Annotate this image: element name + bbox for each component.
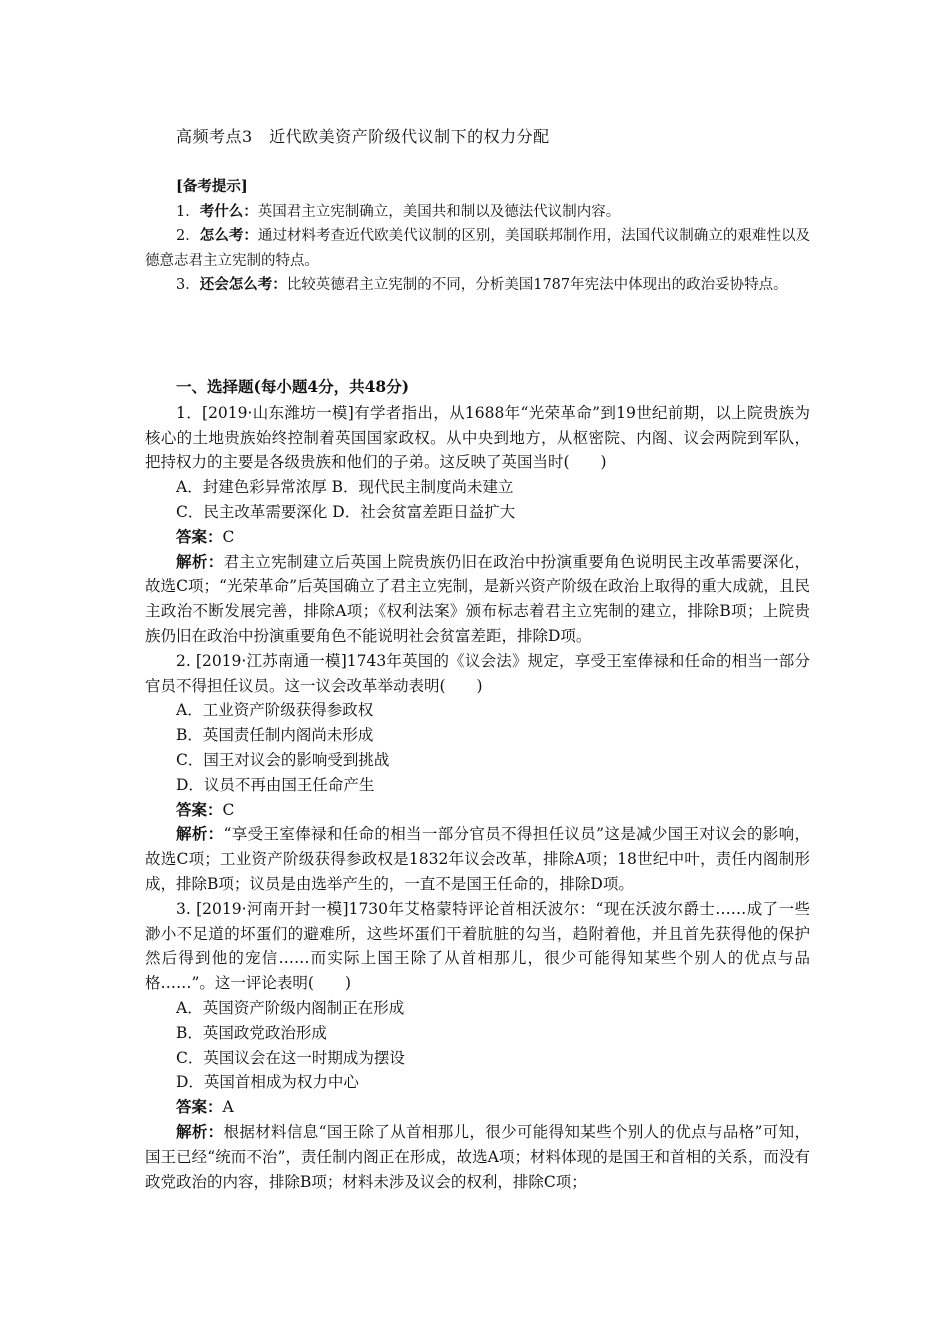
question-option: B．英国责任制内阁尚未形成: [176, 726, 374, 745]
analysis: 解析：君主立宪制建立后英国上院贵族仍旧在政治中扮演重要角色说明民主改革需要深化，故选C项；“光荣革命”后英国确立了君主立宪制，是新兴资产阶级在政治上取得的重大成就，且民主政治不断发展完善，排除A项；《权利法案》颁布标志着君主立宪制的建立，排除B项；上院贵族仍旧在政治中扮演重要角色不能说明社会贫富差距，排除D项。: [145, 551, 810, 645]
answer-value: C: [222, 527, 235, 546]
answer-value: C: [222, 800, 235, 819]
question-option: C．民主改革需要深化 D．社会贫富差距日益扩大: [176, 502, 516, 521]
analysis: 解析：根据材料信息“国王除了从首相那儿，很少可能得知某些个别人的优点与品格”可知，国王已经“统而不治”，责任制内阁正在形成，故选A项；材料体现的是国王和首相的关系，而没有政党政治的内容，排除B项；材料未涉及议会的权利，排除C项；: [145, 1121, 810, 1191]
answer-line: 答案：C: [176, 799, 235, 819]
question-option: A．英国资产阶级内阁制正在形成: [176, 998, 405, 1017]
tips-item: 3．还会怎么考：比较英德君主立宪制的不同，分析美国1787年宪法中体现出的政治妥协特点。: [176, 276, 788, 293]
answer-line: 答案：A: [176, 1097, 234, 1117]
tips-item-label: 怎么考：: [199, 227, 258, 244]
question-stem: 1．[2019·山东潍坊一模]有学者指出，从1688年“光荣革命”到19世纪前期，以上院贵族为核心的土地贵族始终控制着英国国家政权。从中央到地方，从枢密院、内阁、议会两院到军队，把持权力的主要是各级贵族和他们的子弟。这反映了英国当时( ): [145, 403, 810, 472]
question-option: A．封建色彩异常浓厚 B．现代民主制度尚未建立: [176, 478, 514, 497]
question-stem: 2. [2019·江苏南通一模]1743年英国的《议会法》规定，享受王室俸禄和任命的相当一部分官员不得担任议员。这一议会改革举动表明( ): [145, 651, 810, 695]
question-stem: 3. [2019·河南开封一模]1730年艾格蒙特评论首相沃波尔：“现在沃波尔爵士……成了一些渺小不足道的坏蛋们的避难所，这些坏蛋们干着肮脏的勾当，趋附着他，并且首先获得他的保护然后得到他的宠信……而实际上国王除了从首相那儿，很少可能得知某些个别人的优点与品格……”。这一评论表明( ): [145, 899, 810, 993]
question-option: C．国王对议会的影响受到挑战: [176, 750, 390, 769]
exam-tips: [145, 175, 810, 298]
tips-item-label: 还会怎么考：: [199, 276, 287, 293]
tips-item: 1．考什么：英国君主立宪制确立，美国共和制以及德法代议制内容。: [176, 202, 621, 220]
question-option: B．英国政党政治形成: [176, 1023, 327, 1042]
answer-value: A: [222, 1098, 234, 1117]
tips-item-label: 考什么：: [199, 202, 258, 220]
section-title: 一、选择题(每小题4分，共48分): [176, 377, 410, 396]
question-section: [145, 375, 810, 1194]
tips-heading: [备考提示]: [176, 178, 248, 195]
analysis: 解析：“享受王室俸禄和任命的相当一部分官员不得担任议员”这是减少国王对议会的影响，故选C项；工业资产阶级获得参政权是1832年议会改革，排除A项；18世纪中叶，责任内阁制形成，排除B项；议员是由选举产生的，一直不是国王任命的，排除D项。: [145, 824, 810, 893]
page-title: 高频考点3 近代欧美资产阶级代议制下的权力分配: [176, 127, 550, 146]
question-option: A．工业资产阶级获得参政权: [176, 701, 374, 720]
question-option: D．议员不再由国王任命产生: [176, 775, 375, 794]
question-option: D．英国首相成为权力中心: [176, 1073, 359, 1092]
question-option: C．英国议会在这一时期成为摆设: [176, 1048, 405, 1067]
tips-item: 2．怎么考：通过材料考查近代欧美代议制的区别，美国联邦制作用，法国代议制确立的艰难性以及德意志君主立宪制的特点。: [145, 227, 811, 269]
answer-line: 答案：C: [176, 526, 235, 546]
